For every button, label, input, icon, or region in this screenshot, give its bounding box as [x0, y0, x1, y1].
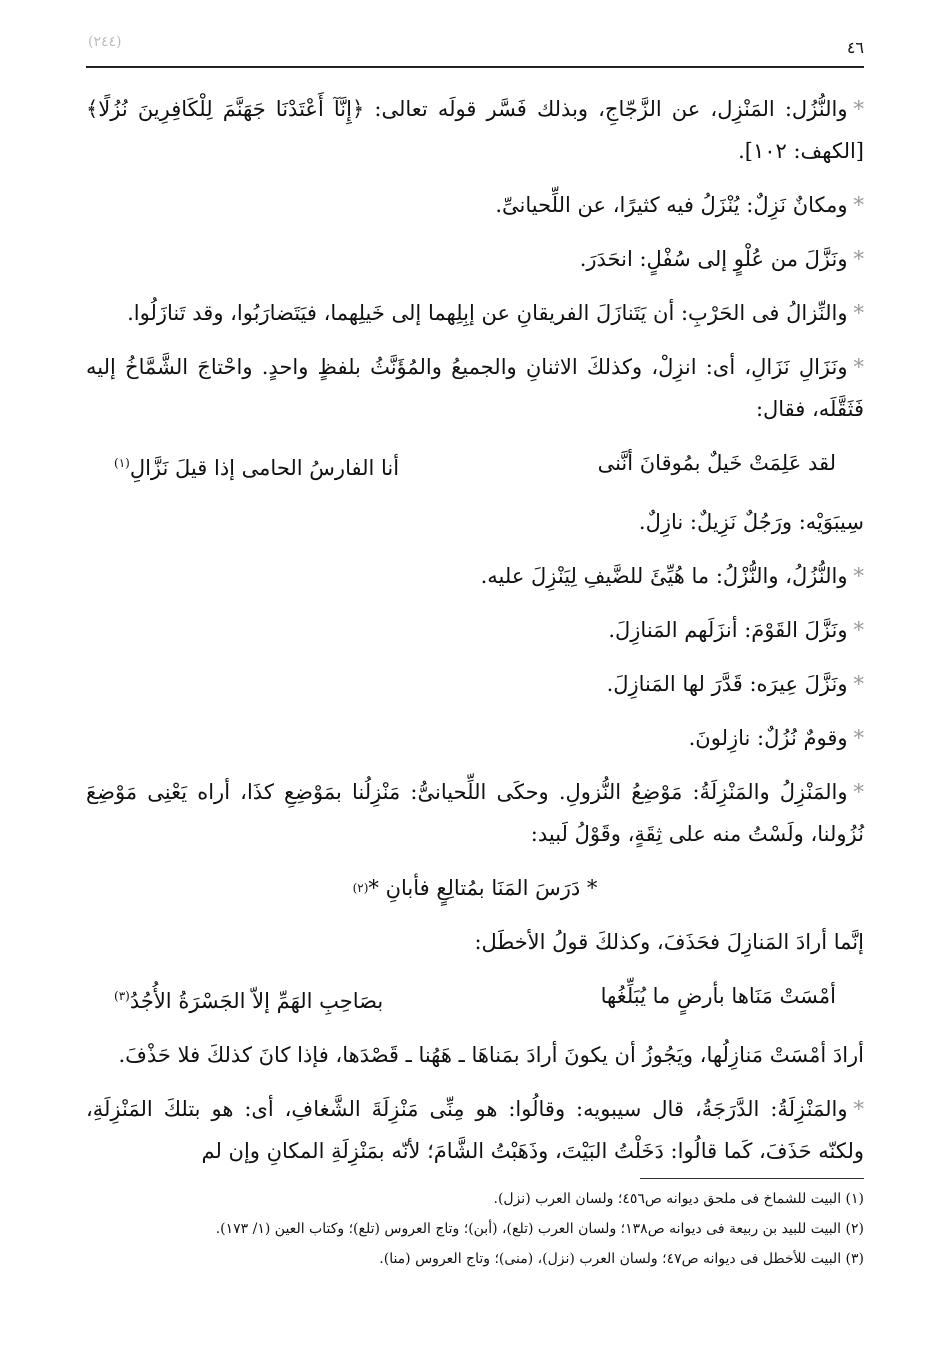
paragraph — [86, 921, 864, 963]
library-stamp: (٢٤٤) — [88, 34, 122, 50]
paragraph — [86, 609, 864, 651]
paragraph — [86, 238, 864, 280]
paragraph — [86, 555, 864, 597]
paragraph — [86, 663, 864, 705]
verse-text: * دَرَسَ المَنَا بمُتالِعٍ فأبانِ * — [368, 876, 598, 900]
entry-marker: * — [853, 193, 864, 217]
page-number: ٤٦ — [846, 38, 864, 57]
paragraph-text: والمَنْزِلُ والمَنْزِلَةُ: مَوْضِعُ النُّزولِ. وحكَى اللِّحيانىُّ: مَنْزِلُنا بمَوْضِعِ كذَا، أراه يَعْنِى مَوْضِعَ نُزُولنا، ولَسْتُ منه على ثِقَةٍ، وقَوْلُ لَبيد: — [86, 780, 864, 846]
paragraph-text: ونَزَّلَ القَوْمَ: أنزَلَهم المَنازِلَ. — [608, 618, 848, 642]
entry-marker: * — [853, 301, 864, 325]
entry-marker: * — [853, 564, 864, 588]
entry-marker: * — [853, 247, 864, 271]
main-text — [86, 88, 864, 1184]
footnote: (٢) البيت للبيد بن ربيعة فى ديوانه ص١٣٨؛ ولسان العرب (تلع)، (أبن)؛ وتاج العروس (تلع)؛ وكتاب العين (١/ ١٧٣). — [215, 1221, 864, 1237]
verse-hemistich-second: أنا الفارسُ الحامى إذا قيلَ نَزَّالِ$^{(١)}$ — [114, 456, 400, 480]
paragraph — [86, 1088, 864, 1172]
footnotes — [86, 1186, 864, 1276]
paragraph-text: ومكانٌ نَزِلٌ: يُنْزَلُ فيه كثيرًا، عن اللِّحيانىِّ. — [495, 193, 848, 217]
entry-marker: * — [853, 780, 864, 804]
paragraph-text: والنِّزالُ فى الحَرْبِ: أن يَتَنازَلَ الفريقانِ عن إبِلِهما إلى خَيلِهما، فيَتَضارَبُوا، وقد تَنازَلُوا. — [127, 301, 848, 325]
paragraph-text: أرادَ أمْسَتْ مَنازِلُها، ويَجُوزُ أن يكونَ أرادَ بمَناهَا ـ هَهُنا ـ قَصْدَها، فإذا كانَ كذلكَ فلا حَذْفَ. — [118, 1043, 864, 1067]
footnote-divider — [640, 1178, 864, 1179]
paragraph — [86, 717, 864, 759]
paragraph-text: والنُّزُلُ، والنُّزْلُ: ما هُيِّئَ للضَّيفِ لِيَنْزِلَ عليه. — [480, 564, 848, 588]
entry-marker: * — [853, 355, 864, 379]
paragraph — [86, 501, 864, 543]
verse-hemistich-second: بصَاحِبِ الهَمِّ إلاّ الجَسْرَةُ الأُجُدُ$^{(٣)}$ — [114, 989, 384, 1013]
paragraph-text: والنُّزُل: المَنْزِل، عن الزَّجّاجِ، وبذلك فَسَّر قولَه تعالى: ﴿إِنَّآ أَعْتَدْنَا جَهَنَّمَ لِلْكَافِرِينَ نُزُلًا﴾ [الكهف: ١٠٢]. — [86, 97, 864, 163]
paragraph-text: ونَزَّلَ عِيرَه: قَدَّرَ لها المَنازِلَ. — [606, 672, 848, 696]
entry-marker: * — [853, 672, 864, 696]
footnote-ref: (١) — [114, 456, 130, 470]
paragraph-text: ونَزَّلَ من عُلْوٍ إلى سُفْلٍ: انحَدَرَ. — [579, 247, 848, 271]
verse-single-2 — [86, 867, 864, 909]
paragraph — [86, 292, 864, 334]
paragraph-text: وقومٌ نُزُلٌ: نازِلونَ. — [688, 726, 848, 750]
paragraph-text: سِيبَوَيْه: ورَجُلٌ نَزِيلٌ: نازِلٌ. — [638, 510, 864, 534]
footnote-ref: (٣) — [114, 989, 130, 1003]
footnote: (٣) البيت للأخطل فى ديوانه ص٤٧؛ ولسان العرب (نزل)، (منى)؛ وتاج العروس (منا). — [379, 1251, 864, 1267]
verse-hemistich-first: أمْسَتْ مَنَاها بأرضٍ ما يُبَلِّغُها — [600, 984, 836, 1008]
verse-couplet-3 — [86, 975, 864, 1022]
paragraph — [86, 88, 864, 172]
paragraph-text: إنَّما أرادَ المَنازِلَ فحَذَفَ، وكذلكَ قولُ الأخطَل: — [474, 930, 864, 954]
paragraph — [86, 1034, 864, 1076]
footnote-ref: (٢) — [352, 881, 369, 895]
paragraph — [86, 184, 864, 226]
entry-marker: * — [853, 726, 864, 750]
footnote: (١) البيت للشماخ فى ملحق ديوانه ص٤٥٦؛ ولسان العرب (نزل). — [493, 1191, 864, 1207]
entry-marker: * — [853, 618, 864, 642]
paragraph-text: ونَزَالِ نَزَالِ، أى: انزِلْ، وكذلكَ الاثنانِ والجميعُ والمُؤَنَّثُ بلفظٍ واحدٍ. واحْتاجَ الشَّمَّاخُ إليه فَثَقَّلَه، فقال: — [86, 355, 864, 421]
entry-marker: * — [853, 97, 864, 121]
paragraph-text: والمَنْزِلَةُ: الدَّرَجَةُ، قال سيبويه: وقالُوا: هو مِنِّى مَنْزِلَةَ الشَّغافِ، أى: هو بتلكَ المَنْزِلَةِ، ولكنّه حَذَفَ، كَما قالُوا: دَخَلْتُ البَيْتَ، وذَهَبْتُ الشَّامَ؛ لأنّه بمَنْزِلَةِ المكانِ وإن لم — [86, 1097, 864, 1163]
verse-hemistich-first: لقد عَلِمَتْ خَيلٌ بمُوقانَ أنَّنى — [597, 451, 836, 475]
page-header — [86, 30, 864, 68]
paragraph — [86, 771, 864, 855]
paragraph — [86, 346, 864, 430]
verse-couplet-1 — [86, 442, 864, 489]
entry-marker: * — [853, 1097, 864, 1121]
